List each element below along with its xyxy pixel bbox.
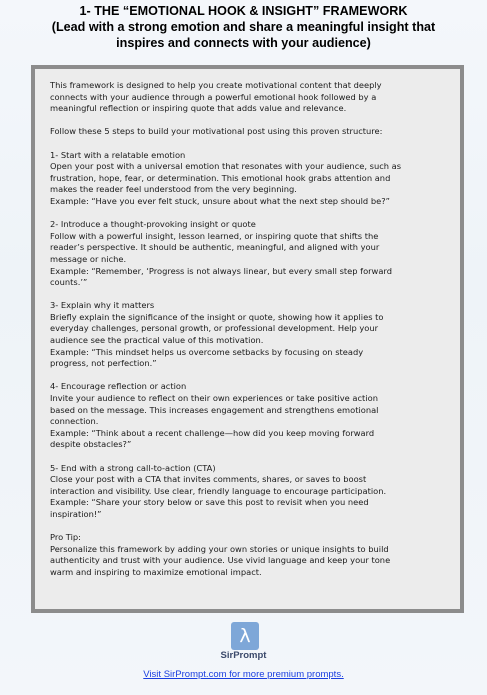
intro-line: This framework is designed to help you create motivational content that deeply	[50, 80, 382, 90]
step-heading: 4- Encourage reflection or action	[50, 381, 187, 392]
pro-tip-line: warm and inspiring to maximize emotional impact.	[50, 566, 262, 577]
step-1	[50, 150, 450, 208]
step-heading: 5- End with a strong call-to-action (CTA)	[50, 462, 216, 473]
intro-line: connects with your audience through a powerful emotional hook followed by a	[50, 91, 377, 102]
step-line: Example: “Have you ever felt stuck, unsure about what the next step should be?”	[50, 195, 390, 206]
step-line: Close your post with a CTA that invites comments, shares, or saves to boost	[50, 474, 367, 485]
pro-tip-heading: Pro Tip:	[50, 532, 81, 543]
step-line: inspiration!”	[50, 508, 102, 519]
title-line-1: 1- THE “EMOTIONAL HOOK & INSIGHT” FRAMEWORK	[79, 4, 408, 18]
title-line-3: inspires and connects with your audience)	[116, 36, 371, 50]
title-line-2: (Lead with a strong emotion and share a meaningful insight that	[51, 20, 436, 34]
step-2	[50, 219, 450, 289]
step-3	[50, 300, 450, 370]
pro-tip	[50, 532, 450, 578]
step-heading: 2- Introduce a thought-provoking insight or quote	[50, 219, 256, 230]
step-line: Example: “This mindset helps us overcome setbacks by focusing on steady	[50, 346, 364, 357]
step-4	[50, 381, 450, 451]
step-heading: 3- Explain why it matters	[50, 300, 155, 311]
step-heading: 1- Start with a relatable emotion	[50, 149, 186, 160]
step-line: interaction and visibility. Use clear, friendly language to encourage participation.	[50, 485, 387, 496]
step-line: Example: “Share your story below or save this post to revisit when you need	[50, 497, 369, 508]
framework-content	[50, 80, 450, 590]
step-line: connection.	[50, 416, 99, 427]
step-line: Briefly explain the significance of the insight or quote, showing how it applies to	[50, 311, 384, 322]
step-line: despite obstacles?”	[50, 439, 132, 450]
lambda-logo-icon: λ	[231, 622, 259, 650]
step-line: audience see the practical value of this motivation.	[50, 335, 264, 346]
step-line: Example: “Remember, ‘Progress is not always linear, but every small step forward	[50, 265, 392, 276]
step-line: Open your post with a universal emotion that resonates with your audience, such as	[50, 161, 402, 172]
pro-tip-line: Personalize this framework by adding your own stories or unique insights to build	[50, 543, 389, 554]
step-5	[50, 463, 450, 521]
premium-prompts-link[interactable]: Visit SirPrompt.com for more premium prompts.	[143, 669, 344, 680]
pro-tip-line: authenticity and trust with your audience. Use vivid language and keep your tone	[50, 555, 391, 566]
framework-card	[31, 65, 464, 613]
intro-paragraph	[50, 80, 450, 115]
step-line: counts.’”	[50, 277, 88, 288]
lead-line: Follow these 5 steps to build your motivational post using this proven structure:	[50, 126, 383, 137]
step-line: Invite your audience to reflect on their own experiences or take positive action	[50, 393, 378, 404]
step-line: Follow with a powerful insight, lesson learned, or inspiring quote that shifts the	[50, 230, 379, 241]
step-line: makes the reader feel understood from the very beginning.	[50, 184, 297, 195]
lead-paragraph	[50, 126, 450, 138]
step-line: everyday challenges, personal growth, or professional development. Help your	[50, 323, 379, 334]
step-line: reader’s perspective. It should be authentic, meaningful, and aligned with your	[50, 242, 380, 253]
step-line: Example: “Think about a recent challenge—how did you keep moving forward	[50, 427, 375, 438]
intro-line: meaningful reflection or inspiring quote that adds value and relevance.	[50, 103, 347, 114]
page-title	[0, 3, 487, 51]
step-line: frustration, hope, fear, or determination. This emotional hook grabs attention and	[50, 172, 391, 183]
step-line: based on the message. This increases engagement and strengthens emotional	[50, 404, 379, 415]
step-line: message or niche.	[50, 253, 127, 264]
step-line: progress, not perfection.”	[50, 358, 157, 369]
brand-name: SirPrompt	[220, 650, 267, 661]
